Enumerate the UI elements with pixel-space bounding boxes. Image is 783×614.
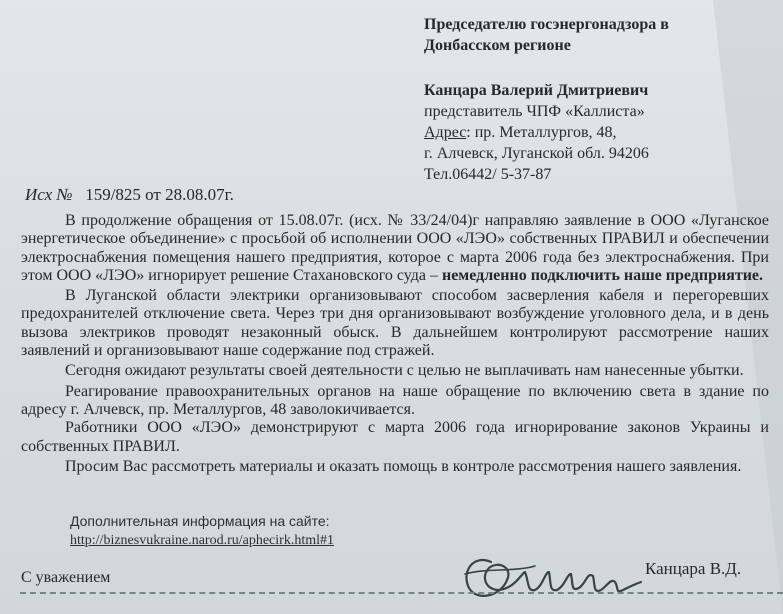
sender-city: г. Алчевск, Луганской обл. 94206 xyxy=(424,145,649,162)
paragraph-5: Работники ООО «ЛЭО» демонстрируют с марта 2006 года игнорирование законов Украины и собственных ПРАВИЛ. xyxy=(21,419,769,455)
recipient-line-2: Донбасском регионе xyxy=(424,37,571,54)
outgoing-label: Исх № xyxy=(25,185,73,204)
closing-regards: С уважением xyxy=(21,569,111,586)
sender-address xyxy=(424,122,669,143)
additional-info xyxy=(70,511,334,551)
paragraph-1-text: В продолжение обращения от 15.08.07г. (исх. № 33/24/04)г направляю заявление в ООО «Луганское энергетическое объединение» с просьбой об исполнении ООО «ЛЭО» собственных ПРАВИЛ и обеспечении электроснабжения помещения нашего предприятия, которое с марта 2006 года без электроснабжения. При этом ООО «ЛЭО» игнорирует решение Стахановского суда – xyxy=(21,212,769,284)
address-label: Адрес xyxy=(424,124,467,141)
paragraph-1-emphasis: немедленно подключить наше предприятие. xyxy=(441,266,764,284)
address-block xyxy=(424,14,669,185)
paragraph-6: Просим Вас рассмотреть материалы и оказать помощь в контроле рассмотрения нашего заявления. xyxy=(65,457,742,475)
letter-body xyxy=(21,212,769,476)
bottom-dotted-divider xyxy=(20,592,783,594)
paragraph-4: Реагирование правоохранительных органов на наше обращение по включению света в здание по адресу г. Алчевск, пр. Металлургов, 48 заволокичивается. xyxy=(21,382,769,418)
sender-role: представитель ЧПФ «Каллиста» xyxy=(424,103,645,120)
website-link[interactable]: http://biznesvukraine.narod.ru/aphecirk.html#1 xyxy=(70,533,334,548)
handwritten-signature xyxy=(455,538,645,610)
recipient-line-1: Председателю госэнергонадзора в xyxy=(424,16,669,33)
signer-name: Канцара В.Д. xyxy=(645,559,742,578)
sender-phone: Тел.06442/ 5-37-87 xyxy=(424,166,552,183)
additional-label: Дополнительная информация на сайте: xyxy=(70,513,330,529)
outgoing-value: 159/825 от 28.08.07г. xyxy=(85,185,234,204)
outgoing-number xyxy=(25,185,234,205)
paragraph-2: В Луганской области электрики организовывают способом засверления кабеля и перегоревших предохранителей отключение света. Через три дня организовывают возбуждение уголовного дела, и в день вызова электриков проводят незаконный обыск. В дальнейшем контролируют рассмотрение наших заявлений и организовывают наше содержание под стражей. xyxy=(21,287,769,360)
paragraph-1 xyxy=(21,212,769,285)
sender-name: Канцара Валерий Дмитриевич xyxy=(424,82,649,99)
paragraph-3: Сегодня ожидают результаты своей деятельности с целью не выплачивать нам нанесенные убытки. xyxy=(65,362,744,380)
address-street: : пр. Металлургов, 48, xyxy=(466,124,617,141)
